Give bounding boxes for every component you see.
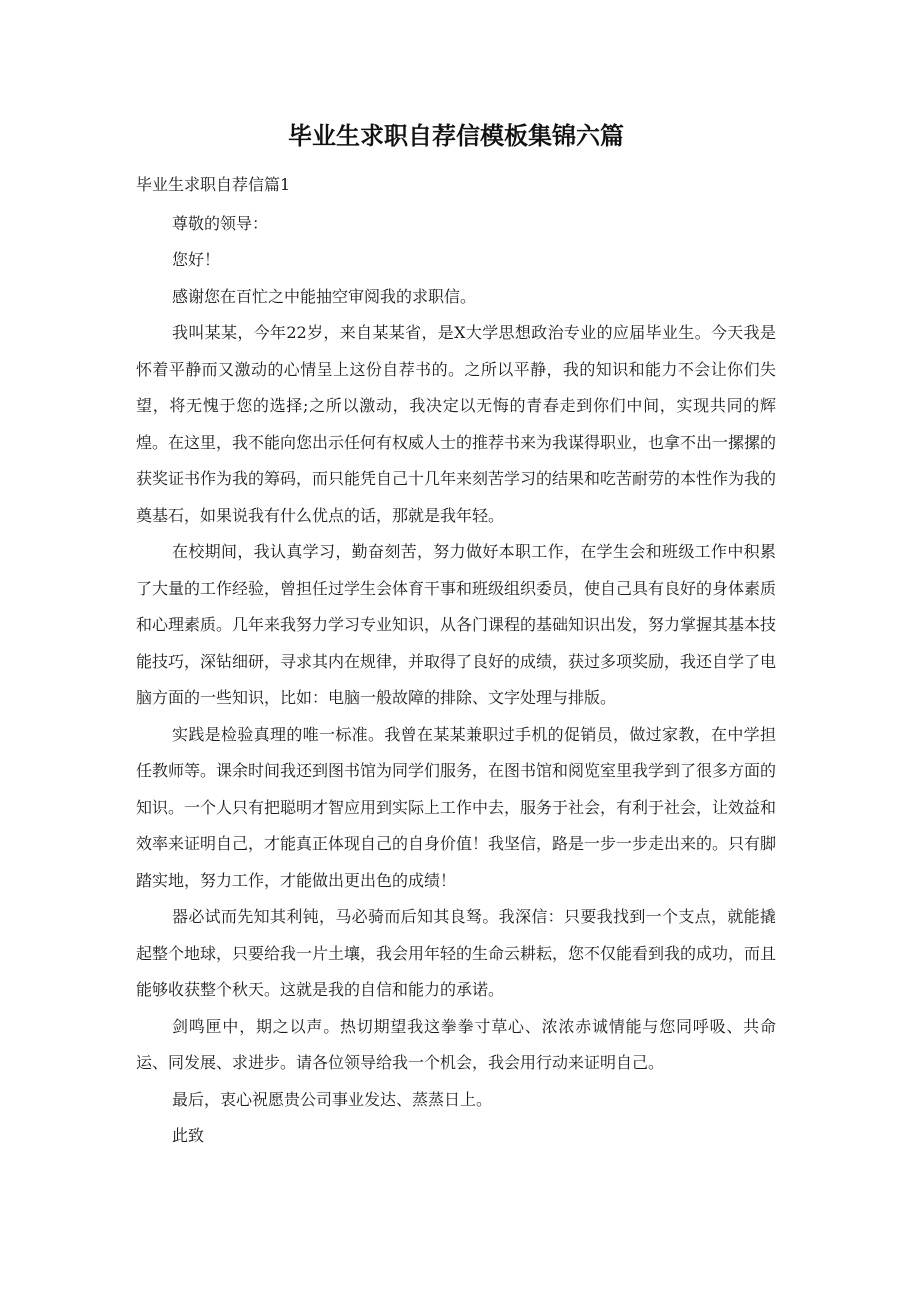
greeting: 您好！ bbox=[172, 250, 221, 269]
salutation: 尊敬的领导： bbox=[172, 213, 269, 233]
document-body bbox=[136, 167, 776, 1155]
paragraph-expectation: 剑鸣匣中，期之以声。热切期望我这拳拳寸草心、浓浓赤诚情能与您同呼吸、共命运、同发展、求进步。请各位领导给我一个机会，我会用行动来证明自己。 bbox=[136, 1016, 776, 1072]
paragraph-wishes: 最后，衷心祝愿贵公司事业发达、蒸蒸日上。 bbox=[172, 1089, 493, 1109]
section-title: 毕业生求职自荐信篇1 bbox=[136, 175, 291, 194]
paragraph-thanks: 感谢您在百忙之中能抽空审阅我的求职信。 bbox=[172, 286, 477, 306]
paragraph-confidence: 器必试而先知其利钝，马必骑而后知其良驽。我深信：只要我找到一个支点，就能撬起整个地球，只要给我一片土壤，我会用年轻的生命云耕耘，您不仅能看到我的成功，而且能够收获整个秋天。这就是我的自信和能力的承诺。 bbox=[136, 907, 777, 999]
document-title: 毕业生求职自荐信模板集锦六篇 bbox=[288, 122, 624, 150]
closing: 此致 bbox=[172, 1126, 205, 1145]
paragraph-practice: 实践是检验真理的唯一标准。我曾在某某兼职过手机的促销员，做过家教，在中学担任教师等。课余时间我还到图书馆为同学们服务，在图书馆和阅览室里我学到了很多方面的知识。一个人只有把聪明才智应用到实际上工作中去，服务于社会，有利于社会，让效益和效率来证明自己，才能真正体现自己的自身价值！我坚信，路是一步一步走出来的。只有脚踏实地，努力工作，才能做出更出色的成绩！ bbox=[136, 724, 777, 890]
paragraph-introduction: 我叫某某，今年22岁，来自某某省，是X大学思想政治专业的应届毕业生。今天我是怀着平静而又激动的心情呈上这份自荐书的。之所以平静，我的知识和能力不会让你们失望，将无愧于您的选择;之所以激动，我决定以无悔的青春走到你们中间，实现共同的辉煌。在这里，我不能向您出示任何有权威人士的推荐书来为我谋得职业，也拿不出一摞摞的获奖证书作为我的筹码，而只能凭自己十几年来刻苦学习的结果和吃苦耐劳的本性作为我的奠基石，如果说我有什么优点的话，那就是我年轻。 bbox=[136, 323, 777, 525]
paragraph-school-experience: 在校期间，我认真学习，勤奋刻苦，努力做好本职工作，在学生会和班级工作中积累了大量的工作经验，曾担任过学生会体育干事和班级组织委员，使自己具有良好的身体素质和心理素质。几年来我努力学习专业知识，从各门课程的基础知识出发，努力掌握其基本技能技巧，深钻细研，寻求其内在规律，并取得了良好的成绩，获过多项奖励，我还自学了电脑方面的一些知识，比如：电脑一般故障的排除、文字处理与排版。 bbox=[136, 542, 777, 707]
